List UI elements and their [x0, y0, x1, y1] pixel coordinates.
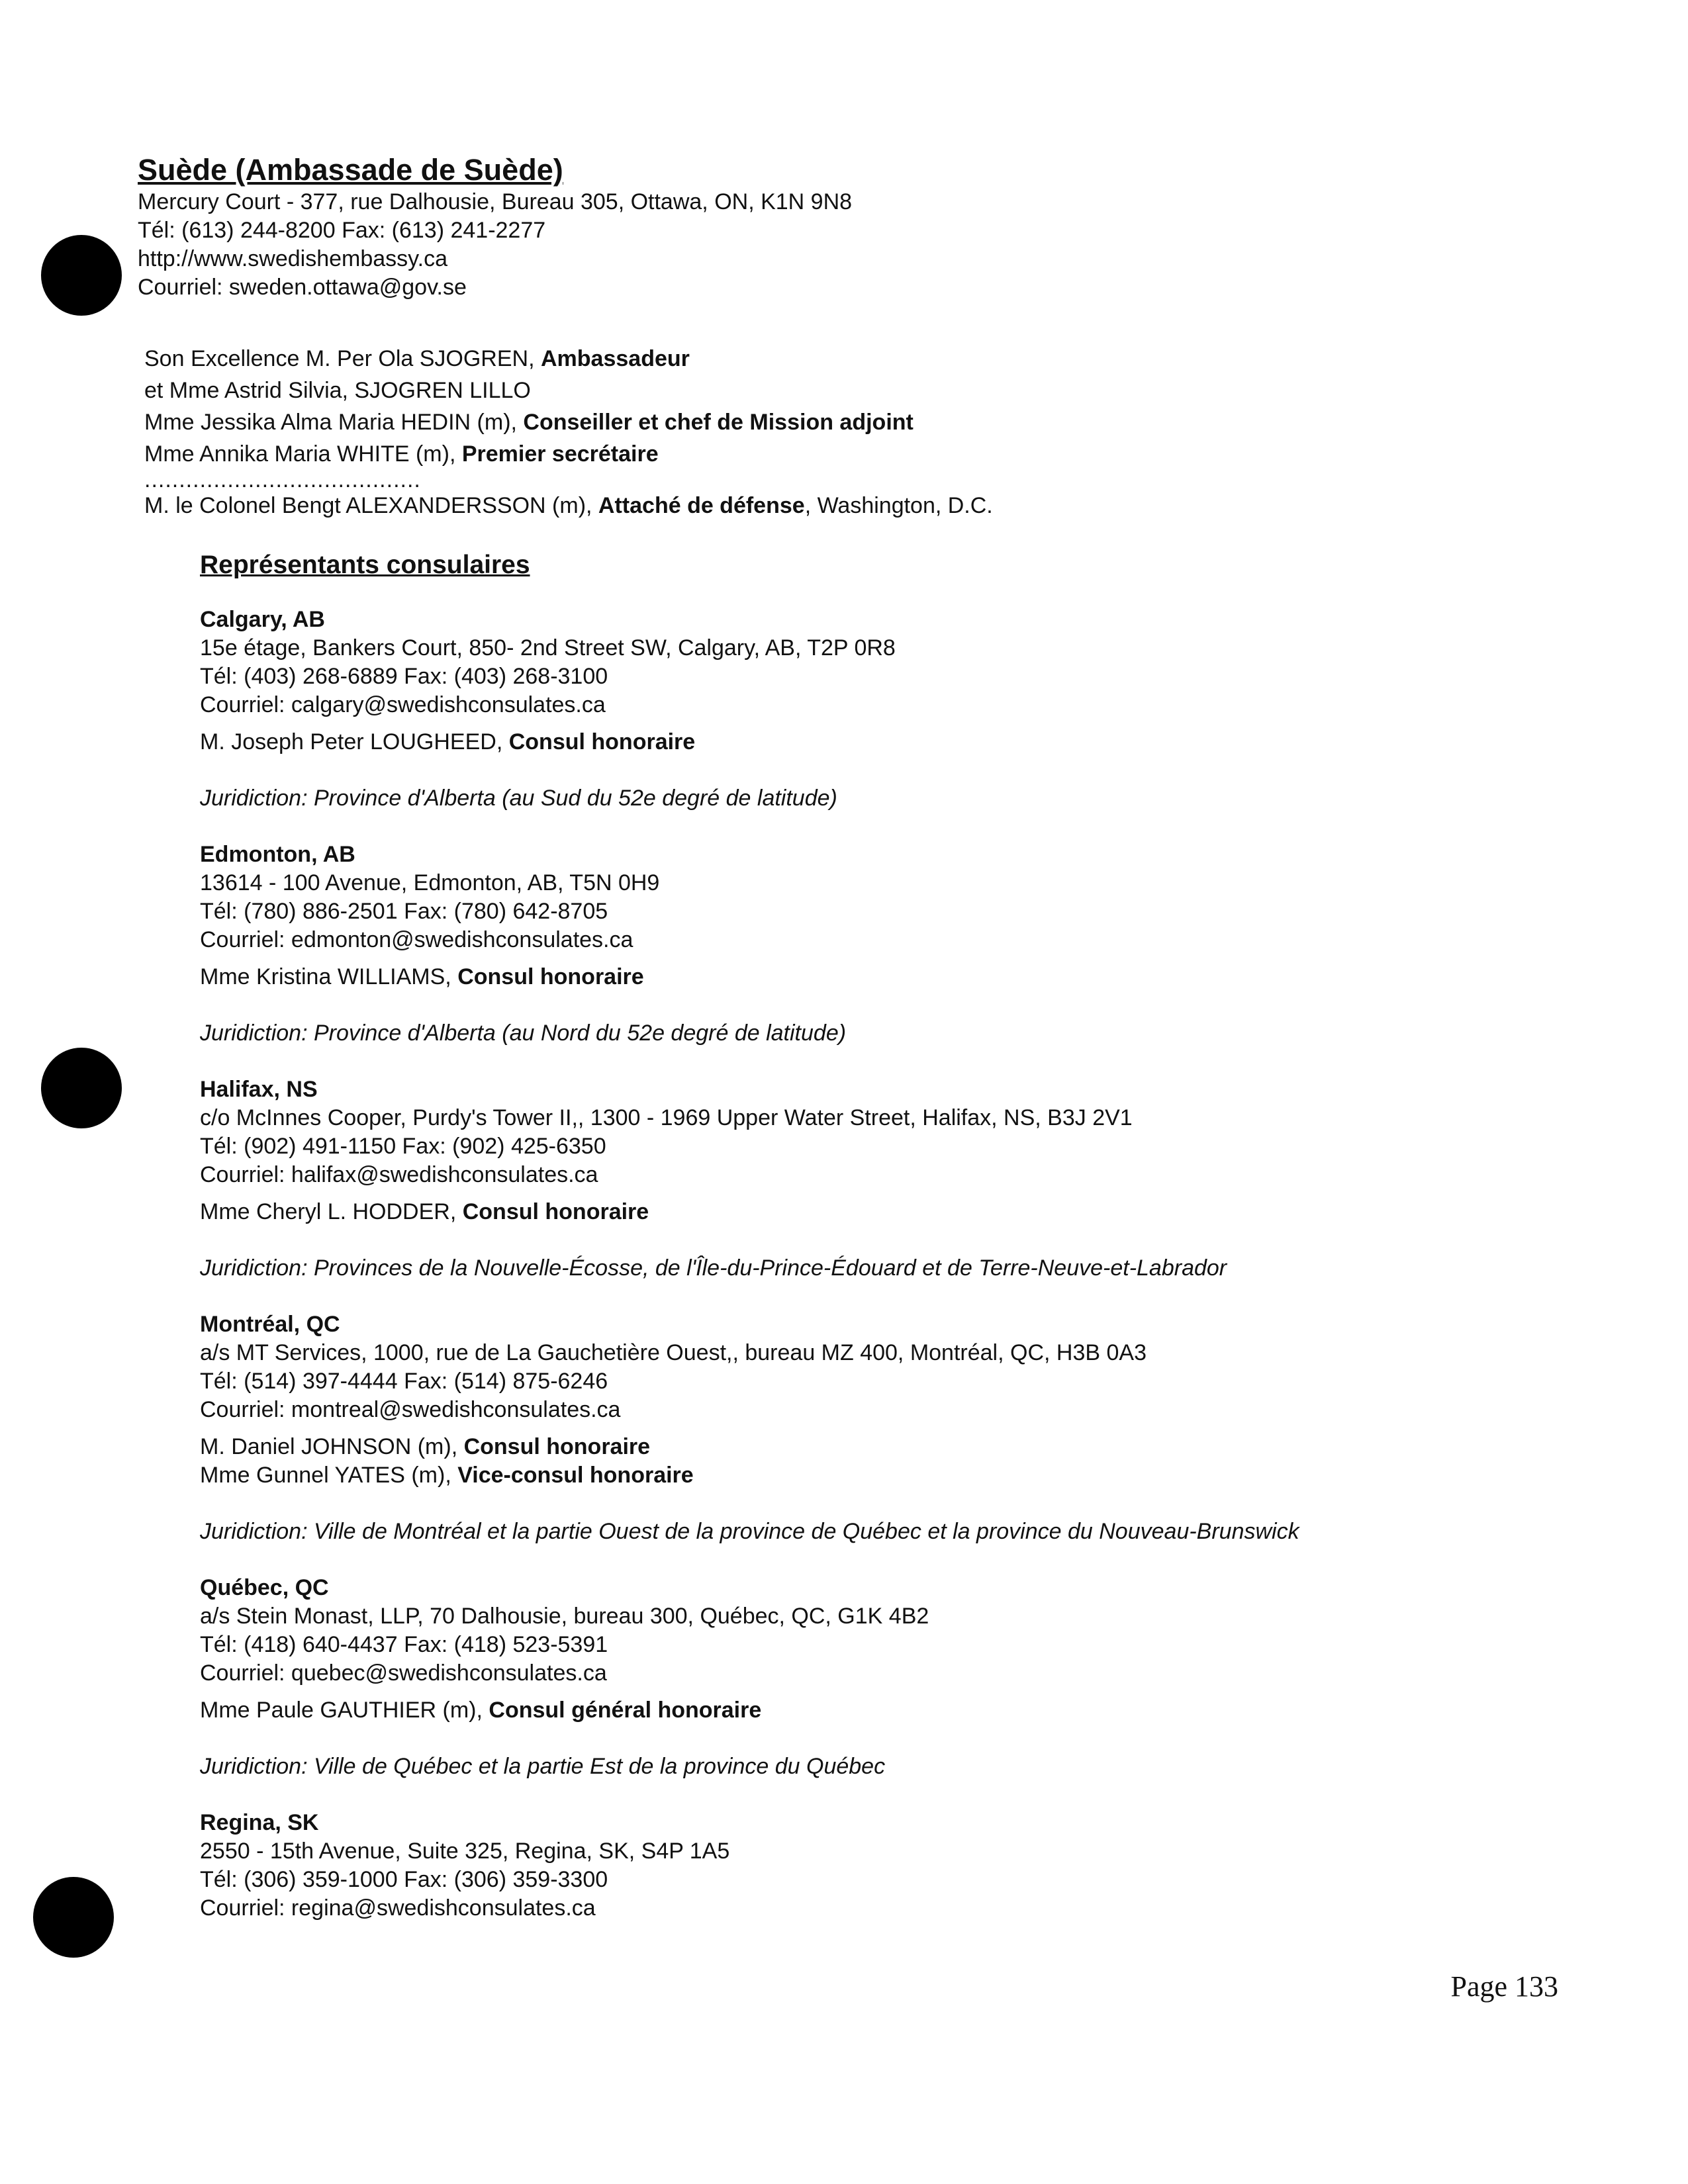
consulate-phone-fax: Tél: (780) 886-2501 Fax: (780) 642-8705	[200, 899, 608, 924]
consulate-city: Calgary, AB	[200, 607, 325, 632]
consulate-entry	[200, 1574, 1299, 1781]
consulate-address: 13614 - 100 Avenue, Edmonton, AB, T5N 0H9	[200, 870, 660, 895]
consulate-jurisdiction: Juridiction: Provinces de la Nouvelle-Écosse, de l'Île-du-Prince-Édouard et de Terre-Neuve-et-Labrador	[200, 1255, 1227, 1281]
page-number: Page 133	[1450, 1970, 1558, 2003]
consulate-jurisdiction: Juridiction: Ville de Montréal et la partie Ouest de la province de Québec et la province du Nouveau-Brunswick	[200, 1519, 1299, 1544]
consulate-officer: M. Joseph Peter LOUGHEED, Consul honoraire	[200, 729, 696, 754]
embassy-phone-fax: Tél: (613) 244-8200 Fax: (613) 241-2277	[138, 218, 546, 243]
consulate-entry	[200, 606, 1299, 813]
consulate-entry	[200, 1075, 1299, 1283]
consulate-city: Québec, QC	[200, 1575, 329, 1600]
consulate-email: Courriel: regina@swedishconsulates.ca	[200, 1895, 596, 1921]
embassy-title: Suède (Ambassade de Suède)	[138, 153, 563, 187]
consulate-jurisdiction: Juridiction: Province d'Alberta (au Nord du 52e degré de latitude)	[200, 1021, 847, 1046]
consulate-officer: Mme Cheryl L. HODDER, Consul honoraire	[200, 1199, 649, 1224]
consulate-jurisdiction: Juridiction: Province d'Alberta (au Sud du 52e degré de latitude)	[200, 786, 837, 811]
consulate-address: 15e étage, Bankers Court, 850- 2nd Street SW, Calgary, AB, T2P 0R8	[200, 635, 896, 660]
consulate-email: Courriel: edmonton@swedishconsulates.ca	[200, 927, 633, 952]
embassy-email: Courriel: sweden.ottawa@gov.se	[138, 275, 467, 300]
consulate-address: a/s MT Services, 1000, rue de La Gauchetière Ouest,, bureau MZ 400, Montréal, QC, H3B 0A3	[200, 1340, 1147, 1365]
embassy-address: Mercury Court - 377, rue Dalhousie, Bureau 305, Ottawa, ON, K1N 9N8	[138, 189, 853, 214]
consulate-officer: M. Daniel JOHNSON (m), Consul honoraire	[200, 1434, 651, 1459]
consulate-officer: Mme Kristina WILLIAMS, Consul honoraire	[200, 964, 644, 989]
consulate-entry	[200, 841, 1299, 1048]
consulate-phone-fax: Tél: (306) 359-1000 Fax: (306) 359-3300	[200, 1867, 608, 1892]
punch-hole-middle	[41, 1048, 122, 1128]
consulate-officer: Mme Gunnel YATES (m), Vice-consul honoraire	[200, 1463, 694, 1488]
consulate-entry	[200, 1310, 1299, 1546]
consulate-email: Courriel: calgary@swedishconsulates.ca	[200, 692, 606, 717]
consulate-officer: Mme Paule GAUTHIER (m), Consul général honoraire	[200, 1698, 762, 1723]
staff-line: Mme Jessika Alma Maria HEDIN (m), Conseiller et chef de Mission adjoint	[144, 410, 914, 435]
consulate-entry	[200, 1809, 1299, 1923]
consular-heading: Représentants consulaires	[200, 551, 530, 579]
consulate-city: Edmonton, AB	[200, 842, 355, 867]
consulate-email: Courriel: halifax@swedishconsulates.ca	[200, 1162, 598, 1187]
consulate-phone-fax: Tél: (514) 397-4444 Fax: (514) 875-6246	[200, 1369, 608, 1394]
consulate-phone-fax: Tél: (418) 640-4437 Fax: (418) 523-5391	[200, 1632, 608, 1657]
staff-list	[144, 343, 993, 522]
embassy-website: http://www.swedishembassy.ca	[138, 246, 447, 271]
consulate-address: c/o McInnes Cooper, Purdy's Tower II,, 1300 - 1969 Upper Water Street, Halifax, NS, B3J 2V1	[200, 1105, 1133, 1130]
consulate-city: Regina, SK	[200, 1810, 319, 1835]
consulate-jurisdiction: Juridiction: Ville de Québec et la partie Est de la province du Québec	[200, 1754, 886, 1779]
staff-line: Mme Annika Maria WHITE (m), Premier secrétaire	[144, 441, 659, 467]
staff-line: et Mme Astrid Silvia, SJOGREN LILLO	[144, 378, 531, 403]
consulate-address: a/s Stein Monast, LLP, 70 Dalhousie, bureau 300, Québec, QC, G1K 4B2	[200, 1604, 929, 1629]
consulate-city: Halifax, NS	[200, 1077, 318, 1102]
dotted-separator: ........................................	[144, 467, 421, 492]
consulate-email: Courriel: montreal@swedishconsulates.ca	[200, 1397, 621, 1422]
consulate-email: Courriel: quebec@swedishconsulates.ca	[200, 1661, 607, 1686]
staff-line: Son Excellence M. Per Ola SJOGREN, Ambassadeur	[144, 346, 690, 371]
staff-line: M. le Colonel Bengt ALEXANDERSSON (m), Attaché de défense, Washington, D.C.	[144, 493, 993, 518]
punch-hole-bottom	[33, 1877, 114, 1958]
consulate-phone-fax: Tél: (902) 491-1150 Fax: (902) 425-6350	[200, 1134, 606, 1159]
consulate-city: Montréal, QC	[200, 1312, 340, 1337]
punch-hole-top	[41, 235, 122, 316]
consulate-phone-fax: Tél: (403) 268-6889 Fax: (403) 268-3100	[200, 664, 608, 689]
embassy-header	[138, 152, 852, 302]
consulate-address: 2550 - 15th Avenue, Suite 325, Regina, SK, S4P 1A5	[200, 1839, 730, 1864]
consular-section	[200, 551, 1299, 1923]
